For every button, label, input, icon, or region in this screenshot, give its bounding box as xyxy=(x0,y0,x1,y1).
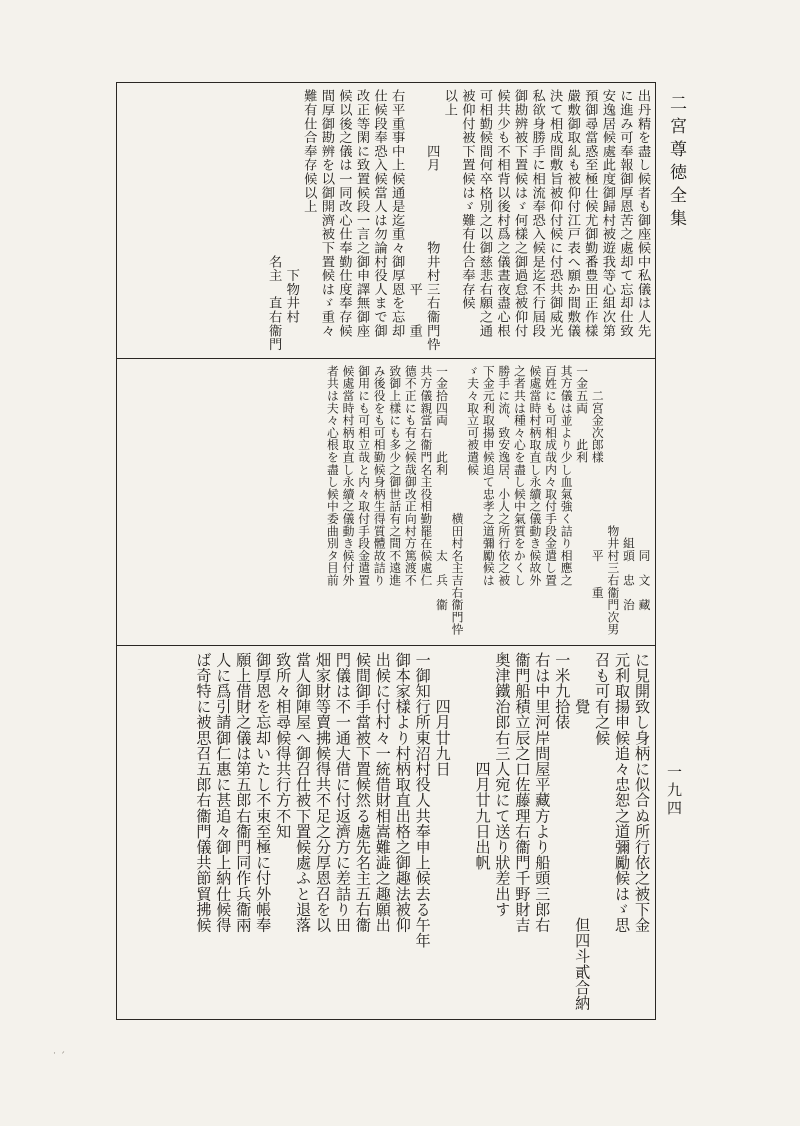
text-column: 致所々相尋候得共行方不知 xyxy=(274,652,293,840)
text-column: 者共は夫々心根を盡し候中委曲別タ目前 xyxy=(325,365,340,587)
text-column: 奥津鐵治郎右三人宛にて送り狀差出す xyxy=(493,652,512,918)
text-column: 當人御陣屋へ御召仕被下置候處ふと退落 xyxy=(294,652,313,933)
text-column: 被仰付被下置候はゞ難有仕合奉存候 xyxy=(459,89,475,310)
text-column: 候處當時村柄取直し永續之儀動き候故外 xyxy=(527,365,542,587)
text-column: 百姓にも可相成哉内々取付手段金遣し置 xyxy=(543,365,558,587)
text-column: 預御尋當惑至極仕候尤御勤番豊田正作樣 xyxy=(582,89,598,338)
text-column: 出候に付村々一統借財相嵩難澁之趣願出 xyxy=(373,652,392,933)
text-column: に見開致し身柄に似合ぬ所行依之被下金 xyxy=(633,652,651,933)
text-column: 嚴敷御取糺も被仰付江戸表へ願か間敷儀 xyxy=(564,89,580,338)
text-column: 御厚恩を忘却いたし不束至極に付外帳奉 xyxy=(254,652,273,933)
text-column: 門儀は不一通大借に付返濟方に差詰り田 xyxy=(333,652,352,933)
bottom-text-block xyxy=(121,652,651,1014)
text-column: 以上 xyxy=(441,89,457,117)
text-column: 候共少も不相背以後村爲之儀晝夜盡心根 xyxy=(494,89,510,338)
text-column: に進み可奉報御厚恩苦之處却て忘却仕致 xyxy=(617,89,633,338)
text-column: 下金元利取揚申候追て忠孝之道彌勵候は xyxy=(481,365,496,587)
text-column: 平 重 xyxy=(406,89,422,338)
text-column: 勝手に流、致安逸居、小人之所行依之被 xyxy=(496,365,511,587)
text-column: 右は中里河岸問屋平藏方より船頭三郎右 xyxy=(533,652,552,933)
text-column: 人に爲引請御仁惠に甚追々御上納仕候得 xyxy=(214,652,233,933)
text-column: 私欲身勝手に相流奉恐入候是迄不行屆段 xyxy=(529,89,545,338)
text-column: 候間御手當被下置候然る處先名主五右衞 xyxy=(353,652,372,933)
text-column: 願上借財之儀は第五郎右衞門同作兵衞兩 xyxy=(234,652,253,933)
top-text-block xyxy=(121,89,651,354)
text-column: 元利取揚申候追々忠恕之道彌勵候はゞ思 xyxy=(613,652,632,933)
text-column: 右平重事中上候通是迄重々御厚恩を忘却 xyxy=(389,89,405,338)
text-column: 一金五両 此利 xyxy=(574,365,589,464)
text-column: 其方儀は並より少し血氣強く詰り相應之 xyxy=(559,365,574,587)
text-column: 決て相成間敷旨被仰付候に付恐共御威光 xyxy=(547,89,563,338)
text-column: 出丹精を盡し候者も御座候中私儀は人先 xyxy=(635,89,650,338)
text-column: 仕候段奉恐入候當人は勿論村役人まで御 xyxy=(371,89,387,338)
text-column: 畑家財等賣拂候得共不足之分厚恩召を以 xyxy=(314,652,332,933)
text-column: 共方儀親當右衞門名主役相勤罷在候處仁 xyxy=(418,365,433,587)
text-column: 之者共は種々心を盡し候中氣質をかくし xyxy=(512,365,527,587)
text-column: ば奇特に被思召五郎右衞門儀共節貿拂候 xyxy=(194,652,213,933)
text-column: 一米九拾俵 xyxy=(553,652,572,730)
text-column: 四月廿九日 xyxy=(433,652,452,777)
text-column: 召も可有之候 xyxy=(593,652,612,746)
text-column: 御勘辨被下置候はゞ何樣之御過怠被仰付 xyxy=(512,89,528,338)
text-column: 難有仕合奉存候以上 xyxy=(301,89,317,214)
text-column: 物井村三右衞門次男 xyxy=(605,365,620,636)
text-column: 改正等閑に致置候段一言之御申譯無御座 xyxy=(354,89,369,338)
section-divider xyxy=(117,358,655,359)
text-column: 組頭 忠 治 xyxy=(621,365,636,611)
text-column: 同 文 藏 xyxy=(637,365,651,611)
text-column: ゞ夫々取立可被遣候 xyxy=(465,365,480,476)
text-column: 御用にも可相立哉と内々取付手段金遣置 xyxy=(356,365,371,587)
page-number: 一九四 xyxy=(665,764,683,818)
text-column: 候以後之儀は一同改心仕奉勤仕度奉存候 xyxy=(336,89,352,338)
text-column xyxy=(452,652,472,1014)
text-column: 候處當時村柄取直し永續之儀動き候付外 xyxy=(341,365,356,587)
running-title: 二宮尊徳全集 xyxy=(666,94,686,232)
text-column: 御本家樣より村柄取直出格之御趣法被仰 xyxy=(393,652,412,933)
text-column: 二宮金次郎樣 平 重 xyxy=(590,365,605,599)
text-column: 一御知行所東沼村役人共奉申上候去る午年 xyxy=(413,652,432,949)
text-column: 可相勤候間何卒格別之以御慈悲右願之通 xyxy=(476,89,492,338)
text-frame xyxy=(116,82,656,1020)
text-column: 名主 直右衞門 xyxy=(266,89,282,352)
text-column: み後役をも可相勤候身柄生得質體故詰り xyxy=(372,365,387,587)
text-column: 覺 但四斗貳合納 xyxy=(573,652,592,1011)
section-divider xyxy=(117,645,655,646)
scan-speck: ˙ ˊ xyxy=(52,1052,66,1063)
text-column: 衞門船積立辰之口佐藤理右衞門千野財吉 xyxy=(513,652,532,933)
text-column: 德不正にも有之候哉御改正向村方篤渡不 xyxy=(403,365,418,587)
middle-text-block xyxy=(121,365,651,640)
text-column: 安逸居候處此度御歸村被遊我等心組次第 xyxy=(599,89,615,338)
text-column: 横田村名主吉右衞門忰 xyxy=(450,365,465,636)
text-column: 致御上樣にも多少之御世話有之間不遠進 xyxy=(387,365,402,587)
text-column: 四月 物井村三右衞門忰 xyxy=(424,89,440,352)
text-column: 四月廿九日出帆 xyxy=(473,652,492,871)
text-column: 下物井村 xyxy=(283,89,299,324)
text-column: 一金拾四両 此利 太 兵 衞 xyxy=(434,365,449,611)
text-column: 間厚御勘辨を以御開濟被下置候はゞ重々 xyxy=(318,89,334,338)
